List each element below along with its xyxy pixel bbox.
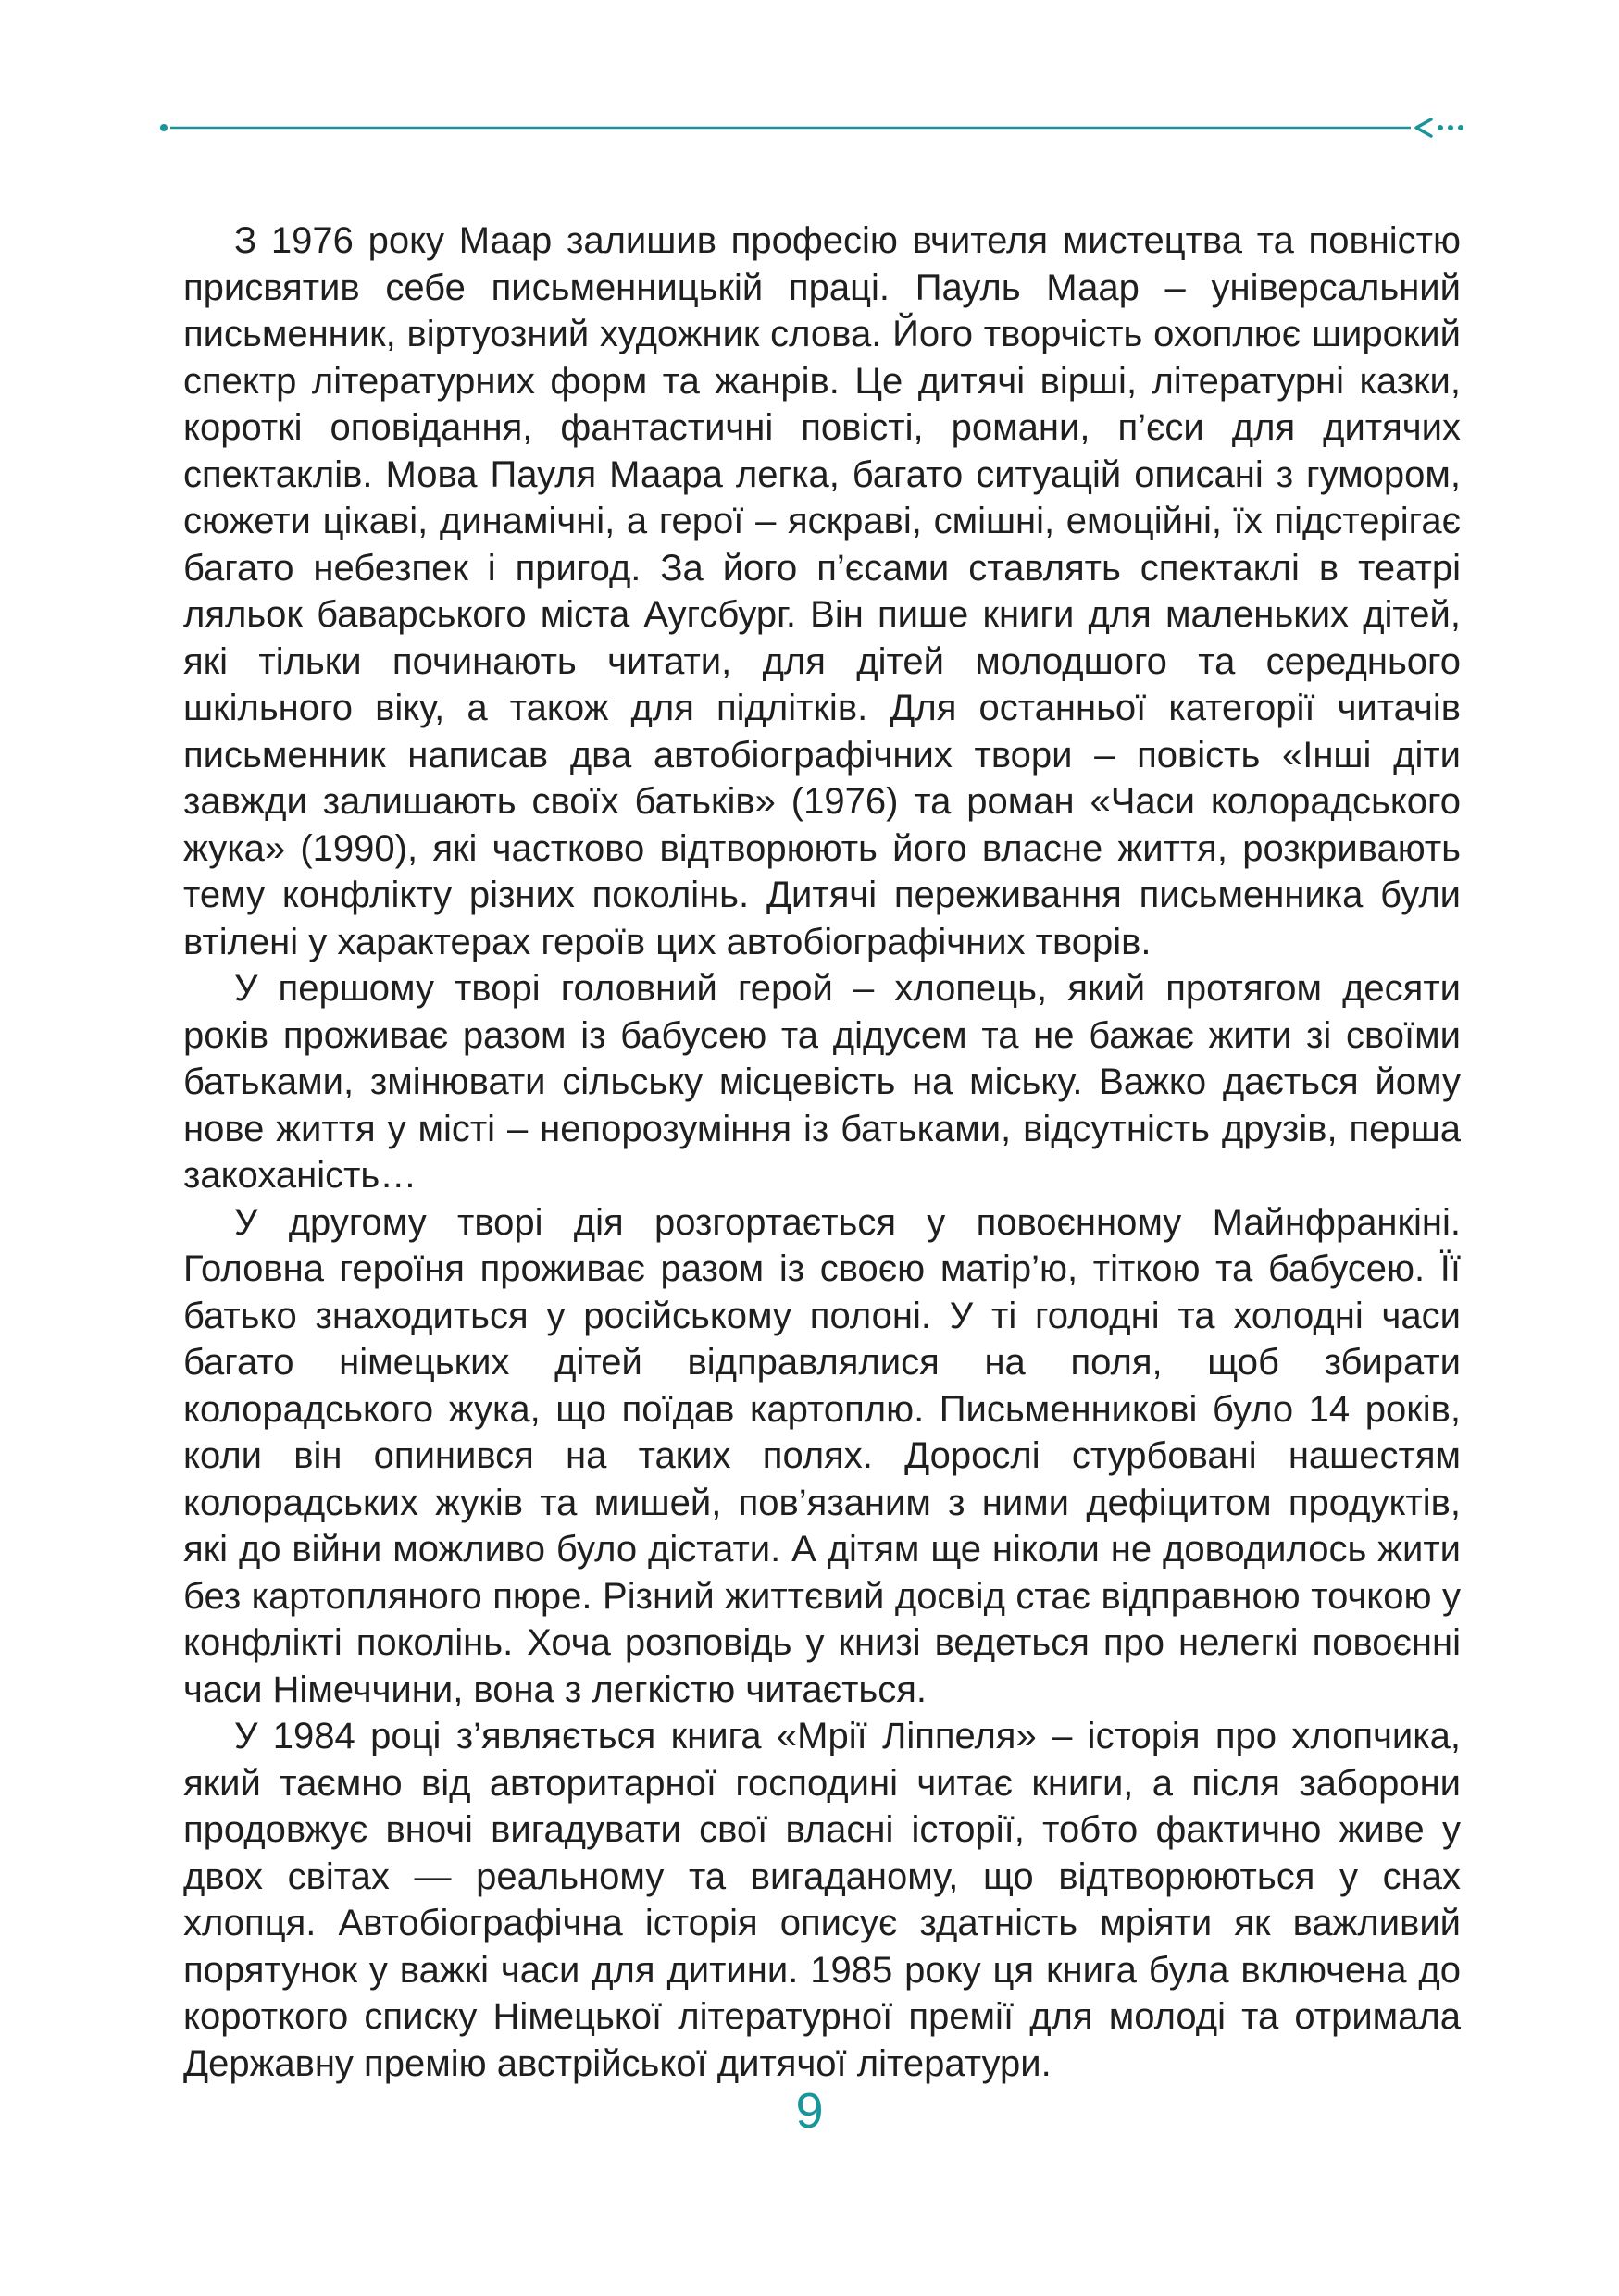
header-rule [159,117,1466,139]
header-rule-dot [160,124,168,131]
page-number: 9 [795,2083,824,2139]
paragraph: У другому творі дія розгортається у повоєнному Майнфранкіні. Головна героїня проживає разом із своєю матір’ю, тіткою та бабусею. Її батько знаходиться у російському полоні. У ті голодні та холодні часи багато німецьких дітей відправлялися на поля, щоб збирати колорадського жука, що поїдав картоплю. Письменникові було 14 років, коли він опинився на таких полях. Дорослі стурбовані нашестям колорадських жуків та мишей, пов’язаним з ними дефіцитом продуктів, які до війни можливо було дістати. А дітям ще ніколи не доводилось жити без картопляного пюре. Різний життєвий досвід стає відправною точкою у конфлікті поколінь. Хоча розповідь у книзі ведеться про нелегкі повоєнні часи Німеччини, вона з легкістю читається. [183,1201,1461,1710]
paragraph: У 1984 році з’являється книга «Мрії Ліппеля» – історія про хлопчика, який таємно від авторитарної господині читає книги, а після заборони продовжує вночі вигадувати свої власні історії, тобто фактично живе у двох світах — реальному та вигаданому, що відтворюються у снах хлопця. Автобіографічна історія описує здатність мріяти як важливий порятунок у важкі часи для дитини. 1985 року ця книга була включена до короткого списку Німецької літературної премії для молоді та отримала Державну премію австрійської дитячої літератури. [183,1716,1461,2084]
paragraph: З 1976 року Маар залишив професію вчителя мистецтва та повністю присвятив себе письменницькій праці. Пауль Маар – універсальний письменник, віртуозний художник слова. Його творчість охоплює широкий спектр літературних форм та жанрів. Це дитячі вірші, літературні казки, короткі оповідання, фантастичні повісті, романи, п’єси для дитячих спектаклів. Мова Пауля Маара легка, багато ситуацій описані з гумором, сюжети цікаві, динамічні, а герої – яскраві, смішні, емоційні, їх підстерігає багато небезпек і пригод. За його п’єсами ставлять спектаклі в театрі ляльок баварського міста Аугсбург. Він пише книги для маленьких дітей, які тільки починають читати, для дітей молодшого та середнього шкільного віку, а також для підлітків. Для останньої категорії читачів письменник написав два автобіографічних твори – повість «Інші діти завжди залишають своїх батьків» (1976) та роман «Часи колорадського жука» (1990), які частково відтворюють його власне життя, розкривають тему конфлікту різних поколінь. Дитячі переживання письменника були втілені у характерах героїв цих автобіографічних творів. [183,220,1461,962]
paragraph: У першому творі головний герой – хлопець, який протягом десяти років проживає разом із бабусею та дідусем та не бажає жити зі своїми батьками, змінювати сільську місцевість на міську. Важко дається йому нове життя у місті – непорозуміння із батьками, відсутність друзів, перша закоханість… [183,968,1461,1196]
article-body [183,217,1461,2087]
arrow-ornament-icon [1416,119,1463,136]
